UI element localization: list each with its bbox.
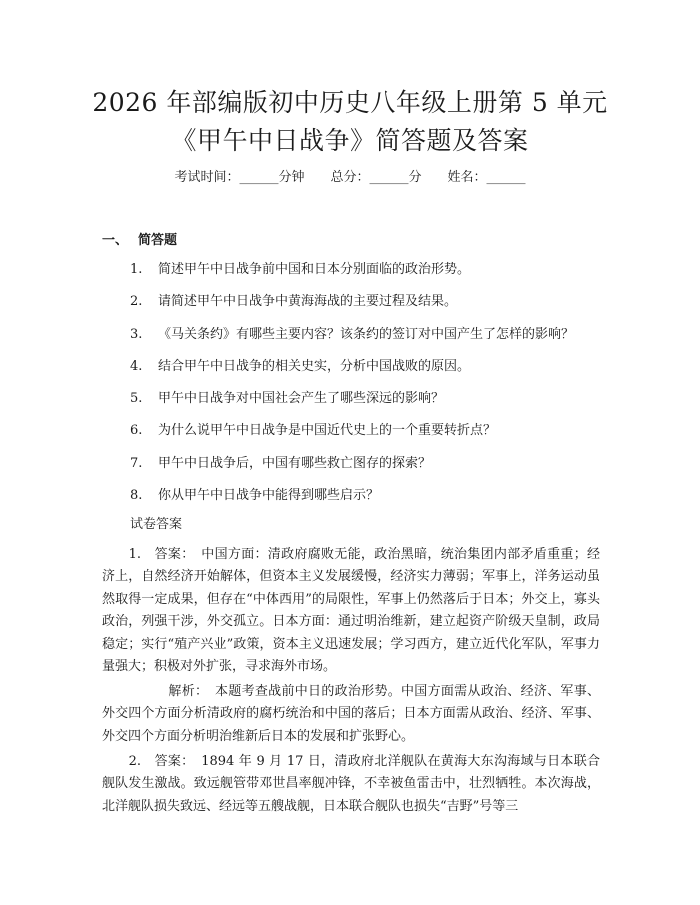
question-item xyxy=(0,421,700,453)
question-item xyxy=(0,357,700,389)
question-number: 3. xyxy=(130,326,143,342)
section-title: 简答题 xyxy=(138,233,178,248)
title-line-1: 2026 年部编版初中历史八年级上册第 5 单元 xyxy=(92,88,608,117)
question-number: 5. xyxy=(130,391,143,407)
exam-info xyxy=(0,168,700,188)
section-heading xyxy=(102,231,177,251)
question-number: 8. xyxy=(130,488,143,504)
question-item xyxy=(0,389,700,421)
title-line-2: 《甲午中日战争》简答题及答案 xyxy=(171,126,529,155)
question-text: 为什么说甲午中日战争是中国近代史上的一个重要转折点？ xyxy=(158,423,497,439)
question-number: 6. xyxy=(130,423,143,439)
question-item xyxy=(0,486,700,518)
answer-2-paragraph: 2. 答案： 1894 年 9 月 17 日，清政府北洋舰队在黄海大东沟海域与日本联合舰队发生激战。致远舰管带邓世昌率舰冲锋，不幸被鱼雷击中，壮烈牺牲。本次海战，北洋舰队损失致远、经远等五艘战舰，日本联合舰队也损失“吉野”号等三 xyxy=(102,754,600,814)
total-score-label: 总分：______分 xyxy=(330,170,422,185)
question-number: 4. xyxy=(130,358,143,374)
section-number: 一、 xyxy=(102,233,129,248)
question-text: 甲午中日战争后，中国有哪些救亡图存的探索？ xyxy=(158,455,432,471)
question-text: 《马关条约》有哪些主要内容？该条约的签订对中国产生了怎样的影响？ xyxy=(158,326,575,342)
answers-heading: 试卷答案 xyxy=(130,517,183,532)
answer-1-analysis-paragraph: 解析： 本题考查战前中日的政治形势。中国方面需从政治、经济、军事、外交四个方面分析清政府的腐朽统治和中国的落后；日本方面需从政治、经济、军事、外交四个方面分析明治维新后日本的发展和扩张野心。 xyxy=(102,684,600,744)
question-item xyxy=(0,260,700,292)
question-number: 2. xyxy=(130,294,143,310)
question-list xyxy=(0,260,700,518)
question-number: 7. xyxy=(130,455,143,471)
exam-time-label: 考试时间：______分钟 xyxy=(174,170,305,185)
document-title xyxy=(0,84,700,160)
student-name-label: 姓名：______ xyxy=(447,170,526,185)
question-text: 甲午中日战争对中国社会产生了哪些深远的影响？ xyxy=(158,391,445,407)
question-item xyxy=(0,325,700,357)
answer-1-paragraph: 1. 答案： 中国方面：清政府腐败无能，政治黑暗，统治集团内部矛盾重重；经济上，自然经济开始解体，但资本主义发展缓慢，经济实力薄弱；军事上，洋务运动虽然取得一定成果，但存在“中体西用”的局限性，军事上仍然落后于日本；外交上，寡头政治，列强干涉，外交孤立。日本方面：通过明治维新，建立起资产阶级天皇制，政局稳定；实行“殖产兴业”政策，资本主义迅速发展；学习西方，建立近代化军队，军事力量强大；积极对外扩张，寻求海外市场。 xyxy=(102,547,600,675)
question-text: 结合甲午中日战争的相关史实，分析中国战败的原因。 xyxy=(158,358,471,374)
question-item xyxy=(0,454,700,486)
question-text: 请简述甲午中日战争中黄海海战的主要过程及结果。 xyxy=(158,294,458,310)
question-text: 简述甲午中日战争前中国和日本分别面临的政治形势。 xyxy=(158,262,471,277)
question-item xyxy=(0,292,700,324)
question-number: 1. xyxy=(130,262,143,277)
question-text: 你从甲午中日战争中能得到哪些启示？ xyxy=(158,488,380,504)
